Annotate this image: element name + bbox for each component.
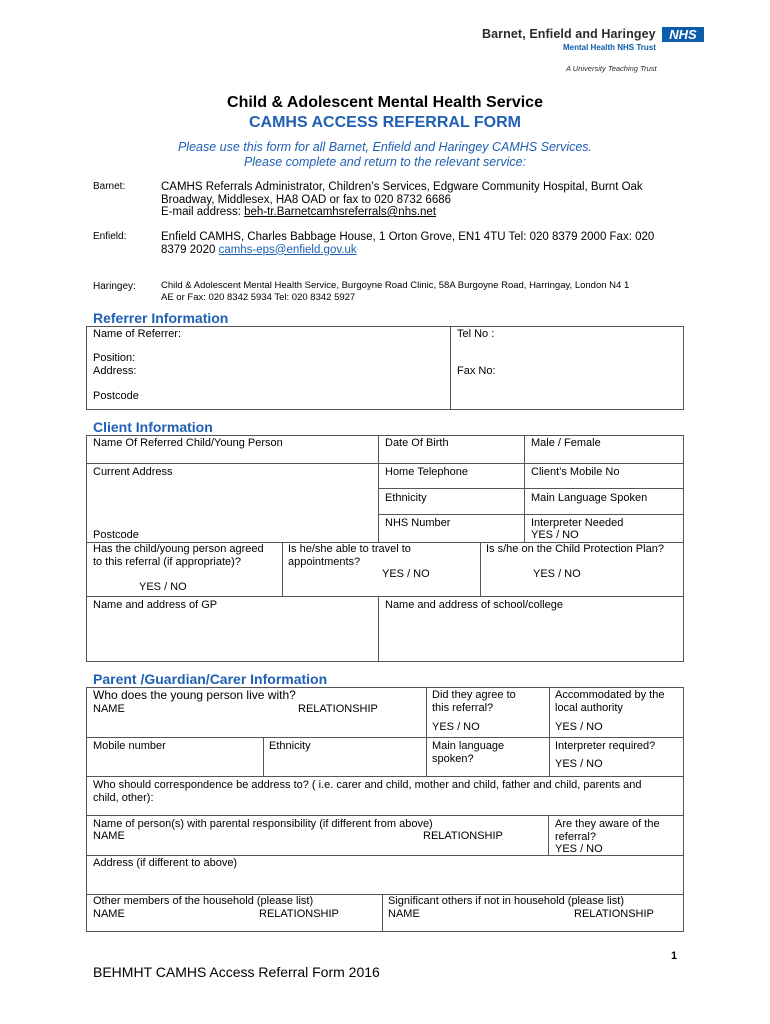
interpreter-needed-field[interactable]: Interpreter Needed [531,517,624,529]
significant-others-label: Significant others if not in household (please list) [388,895,625,907]
divider [378,514,684,515]
barnet-label: Barnet: [93,181,126,192]
enfield-email-link[interactable]: camhs-eps@enfield.gov.uk [218,243,357,256]
gender-field[interactable]: Male / Female [531,437,601,449]
divider [524,435,525,542]
haringey-line-2: AE or Fax: 020 8342 5934 Tel: 020 8342 5927 [161,292,356,303]
school-field[interactable]: Name and address of school/college [385,599,563,611]
enfield-label: Enfield: [93,231,127,242]
live-with-relationship-field[interactable]: RELATIONSHIP [298,703,378,715]
aware-label-2: referral? [555,831,596,843]
travel-yes-no[interactable]: YES / NO [382,568,430,580]
home-telephone-field[interactable]: Home Telephone [385,466,468,478]
divider [378,596,379,662]
trust-subtitle: Mental Health NHS Trust [563,43,656,52]
agreed-referral-label-1: Has the child/young person agreed [93,543,264,555]
significant-name-field[interactable]: NAME [388,908,420,920]
parent-interpreter-label: Interpreter required? [555,740,656,752]
aware-label-1: Are they aware of the [555,818,660,830]
divider [86,815,684,816]
accommodated-yes-no[interactable]: YES / NO [555,721,603,733]
child-protection-yes-no[interactable]: YES / NO [533,568,581,580]
household-label: Other members of the household (please list) [93,895,314,907]
referrer-postcode-field[interactable]: Postcode [93,390,139,402]
gp-field[interactable]: Name and address of GP [93,599,218,611]
pr-relationship-field[interactable]: RELATIONSHIP [423,830,503,842]
household-name-field[interactable]: NAME [93,908,125,920]
parent-ethnicity-field[interactable]: Ethnicity [269,740,311,752]
client-mobile-field[interactable]: Client’s Mobile No [531,466,620,478]
parent-mobile-field[interactable]: Mobile number [93,740,166,752]
live-with-label: Who does the young person live with? [93,688,296,702]
divider [549,687,550,776]
correspondence-label-1: Who should correspondence be address to? ( i.e. carer and child, mother and child, father and child, parents and [93,779,642,791]
enfield-line-1: Enfield CAMHS, Charles Babbage House, 1 Orton Grove, EN1 4TU Tel: 020 8379 2000 Fax: 020 [161,231,655,243]
address-different-field[interactable]: Address (if different to above) [93,857,238,869]
referrer-fax-field[interactable]: Fax No: [457,365,496,377]
barnet-email-line [161,206,643,219]
aware-yes-no[interactable]: YES / NO [555,843,603,855]
trust-name: Barnet, Enfield and Haringey [482,27,656,41]
intro-line-2: Please complete and return to the relevant service: [243,155,527,169]
enfield-address [161,231,654,256]
accommodated-label-1: Accommodated by the [555,689,665,701]
referrer-heading: Referrer Information [93,310,229,326]
parent-language-label-1: Main language [432,740,505,752]
parent-interpreter-yes-no[interactable]: YES / NO [555,758,603,770]
divider [450,326,451,410]
barnet-line-2: Broadway, Middlesex, HA8 OAD or fax to 020 8732 6686 [161,193,452,206]
pr-name-field[interactable]: NAME [93,830,125,842]
agree-referral-yes-no[interactable]: YES / NO [432,721,480,733]
divider [378,435,379,542]
form-title: CAMHS ACCESS REFERRAL FORM [248,114,521,131]
agree-referral-label-2: this referral? [432,702,494,714]
client-heading: Client Information [93,419,213,435]
referrer-name-field[interactable]: Name of Referrer: [93,328,182,340]
agreed-referral-yes-no[interactable]: YES / NO [139,581,187,593]
divider [548,815,549,855]
divider [378,488,684,489]
divider [426,687,427,776]
parent-language-label-2: spoken? [432,753,474,765]
trust-tagline: A University Teaching Trust [566,64,657,73]
divider [86,463,684,464]
divider [86,737,684,738]
travel-label-1: Is he/she able to travel to [288,543,411,555]
barnet-address [161,181,643,219]
haringey-address [161,280,629,304]
accommodated-label-2: local authority [555,702,623,714]
parental-responsibility-label: Name of person(s) with parental responsibility (if different from above) [93,818,433,830]
agree-referral-label-1: Did they agree to [432,689,516,701]
significant-relationship-field[interactable]: RELATIONSHIP [574,908,654,920]
barnet-email-link[interactable]: beh-tr.Barnetcamhsreferrals@nhs.net [244,206,437,218]
ethnicity-field[interactable]: Ethnicity [385,492,427,504]
nhs-number-field[interactable]: NHS Number [385,517,451,529]
barnet-email-prefix: E-mail address: [161,206,245,218]
barnet-line-1: CAMHS Referrals Administrator, Children’s Services, Edgware Community Hospital, Burnt Oak [161,181,643,193]
referrer-address-field[interactable]: Address: [93,365,137,377]
divider [480,542,481,596]
enfield-fax: 8379 2020 [161,243,219,256]
page-title: Child & Adolescent Mental Health Service [227,94,543,111]
postcode-field[interactable]: Postcode [93,529,139,541]
household-relationship-field[interactable]: RELATIONSHIP [259,908,339,920]
agreed-referral-label-2: to this referral (if appropriate)? [93,556,241,568]
main-language-field[interactable]: Main Language Spoken [531,492,648,504]
parent-heading: Parent /Guardian/Carer Information [93,671,328,687]
interpreter-yes-no[interactable]: YES / NO [531,529,579,541]
referrer-tel-field[interactable]: Tel No : [457,328,495,340]
intro-line-1: Please use this form for all Barnet, Enfield and Haringey CAMHS Services. [177,140,593,154]
haringey-label: Haringey: [93,281,136,292]
divider [86,776,684,777]
child-name-field[interactable]: Name Of Referred Child/Young Person [93,437,283,449]
referrer-position-field[interactable]: Position: [93,352,136,364]
live-with-name-field[interactable]: NAME [93,703,125,715]
divider [382,894,383,932]
divider [282,542,283,596]
nhs-logo: NHS [662,27,704,42]
child-protection-label: Is s/he on the Child Protection Plan? [486,543,664,555]
dob-field[interactable]: Date Of Birth [385,437,449,449]
travel-label-2: appointments? [288,556,361,568]
divider [263,737,264,776]
enfield-line-2 [161,244,654,257]
current-address-field[interactable]: Current Address [93,466,173,478]
correspondence-label-2[interactable]: child, other): [93,792,154,804]
divider [86,596,684,597]
footer-text: BEHMHT CAMHS Access Referral Form 2016 [93,964,380,980]
haringey-line-1: Child & Adolescent Mental Health Service, Burgoyne Road Clinic, 58A Burgoyne Road, Harringay, London N4 1 [161,280,630,291]
page-number: 1 [671,950,678,962]
